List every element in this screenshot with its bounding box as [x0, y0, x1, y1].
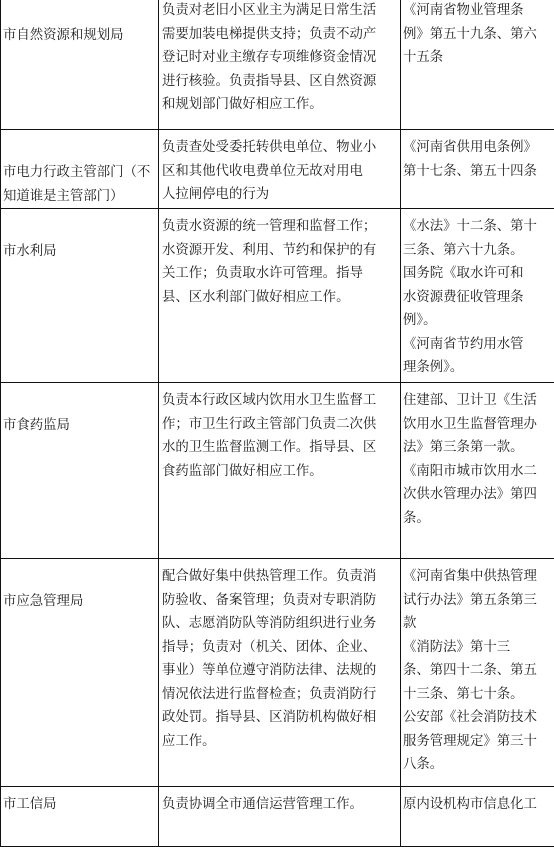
cell-text-line: 食药监部门做好相应工作。 — [162, 460, 400, 484]
duty-cell — [159, 130, 401, 209]
cell-text-line: 饮用水卫生监督管理办 — [403, 413, 554, 437]
cell-text-line: 第十七条、第五十四条 — [403, 160, 554, 184]
cell-text-line: 水的卫生监督监测工作。指导县、区 — [162, 436, 400, 460]
cell-text-line: 负责水资源的统一管理和监督工作； — [162, 215, 400, 239]
duty-cell — [159, 0, 401, 130]
cell-text-line: 公安部《社会消防技术 — [403, 706, 554, 730]
legal-basis-cell — [401, 130, 554, 209]
cell-text-line: 事业）等单位遵守消防法律、法规的 — [162, 659, 400, 683]
cell-text-line: 条、第四十二条、第五 — [403, 659, 554, 683]
table-row — [1, 0, 554, 130]
cell-text-line: 《河南省节约用水管 — [403, 333, 554, 357]
table-body — [1, 0, 554, 847]
table-row — [1, 787, 554, 847]
cell-text-line: 原内设机构市信息化工 — [403, 793, 554, 817]
table-row — [1, 383, 554, 559]
cell-text-line: 配合做好集中供热管理工作。负责消 — [162, 565, 400, 589]
department-cell — [1, 0, 159, 130]
cell-text-line: 区和其他代收电费单位无故对用电 — [162, 160, 400, 184]
cell-text-line: 登记时对业主缴存专项维修资金情况 — [162, 46, 400, 70]
cell-text-line: 款 — [403, 612, 554, 636]
cell-text-line: 例》第五十九条、第六 — [403, 23, 554, 47]
cell-text-line: 知道谁是主管部门） — [3, 185, 158, 209]
table-row — [1, 559, 554, 787]
cell-text-line: 法》第三条第一款。 — [403, 436, 554, 460]
duty-cell — [159, 787, 401, 847]
table-row — [1, 130, 554, 209]
cell-text-line: 市自然资源和规划局 — [3, 24, 158, 48]
cell-text-line: 作；市卫生行政主管部门负责二次供 — [162, 413, 400, 437]
cell-text-line: 负责对老旧小区业主为满足日常生活 — [162, 0, 400, 23]
legal-basis-cell — [401, 0, 554, 130]
cell-text-line: 《消防法》第十三 — [403, 636, 554, 660]
cell-text-line: 负责本行政区域内饮用水卫生监督工 — [162, 389, 400, 413]
cell-text-line: 三条、第六十九条。 — [403, 239, 554, 263]
table-row — [1, 209, 554, 383]
cell-text-line: 国务院《取水许可和 — [403, 262, 554, 286]
cell-text-line: 次供水管理办法》第四 — [403, 483, 554, 507]
cell-text-line: 负责协调全市通信运营管理工作。 — [162, 793, 400, 817]
cell-text-line: 《南阳市城市饮用水二 — [403, 460, 554, 484]
cell-text-line: 关工作；负责取水许可管理。指导 — [162, 262, 400, 286]
department-cell — [1, 383, 159, 559]
cell-text-line: 水资源费征收管理条 — [403, 286, 554, 310]
department-cell — [1, 559, 159, 787]
cell-text-line: 县、区水利部门做好相应工作。 — [162, 286, 400, 310]
cell-text-line: 政处罚。指导县、区消防机构做好相 — [162, 706, 400, 730]
cell-text-line: 负责查处受委托转供电单位、物业小 — [162, 136, 400, 160]
cell-text-line: 十三条、第七十条。 — [403, 683, 554, 707]
cell-text-line: 人拉闸停电的行为 — [162, 183, 400, 207]
cell-text-line: 队、志愿消防队等消防组织进行业务 — [162, 612, 400, 636]
cell-text-line: 和规划部门做好相应工作。 — [162, 93, 400, 117]
cell-text-line: 十五条 — [403, 46, 554, 70]
department-cell — [1, 130, 159, 209]
cell-text-line: 理条例》。 — [403, 356, 554, 380]
cell-text-line: 条。 — [403, 507, 554, 531]
cell-text-line: 市工信局 — [3, 793, 158, 817]
cell-text-line: 试行办法》第五条第三 — [403, 589, 554, 613]
legal-basis-cell — [401, 787, 554, 847]
cell-text-line: 八条。 — [403, 753, 554, 777]
department-cell — [1, 787, 159, 847]
cell-text-line: 指导；负责对（机关、团体、企业、 — [162, 636, 400, 660]
cell-text-line: 市食药监局 — [3, 414, 158, 438]
cell-text-line: 情况依法进行监督检查；负责消防行 — [162, 683, 400, 707]
cell-text-line: 《河南省供用电条例》 — [403, 136, 554, 160]
cell-text-line: 进行核验。负责指导县、区自然资源 — [162, 70, 400, 94]
cell-text-line: 水资源开发、利用、节约和保护的有 — [162, 239, 400, 263]
duty-cell — [159, 383, 401, 559]
cell-text-line: 需要加装电梯提供支持；负责不动产 — [162, 23, 400, 47]
cell-text-line: 防验收、备案管理；负责对专职消防 — [162, 589, 400, 613]
cell-text-line: 《河南省集中供热管理 — [403, 565, 554, 589]
department-cell — [1, 209, 159, 383]
cell-text-line: 《水法》十二条、第十 — [403, 215, 554, 239]
cell-text-line: 服务管理规定》第三十 — [403, 730, 554, 754]
legal-basis-cell — [401, 559, 554, 787]
legal-basis-cell — [401, 383, 554, 559]
cell-text-line: 市水利局 — [3, 240, 158, 264]
cell-text-line: 《河南省物业管理条 — [403, 0, 554, 23]
cell-text-line: 住建部、卫计卫《生活 — [403, 389, 554, 413]
cell-text-line: 例》。 — [403, 309, 554, 333]
cell-text-line: 应工作。 — [162, 730, 400, 754]
duty-cell — [159, 209, 401, 383]
duty-cell — [159, 559, 401, 787]
cell-text-line: 市应急管理局 — [3, 590, 158, 614]
legal-basis-cell — [401, 209, 554, 383]
cell-text-line: 市电力行政主管部门（不 — [3, 161, 158, 185]
